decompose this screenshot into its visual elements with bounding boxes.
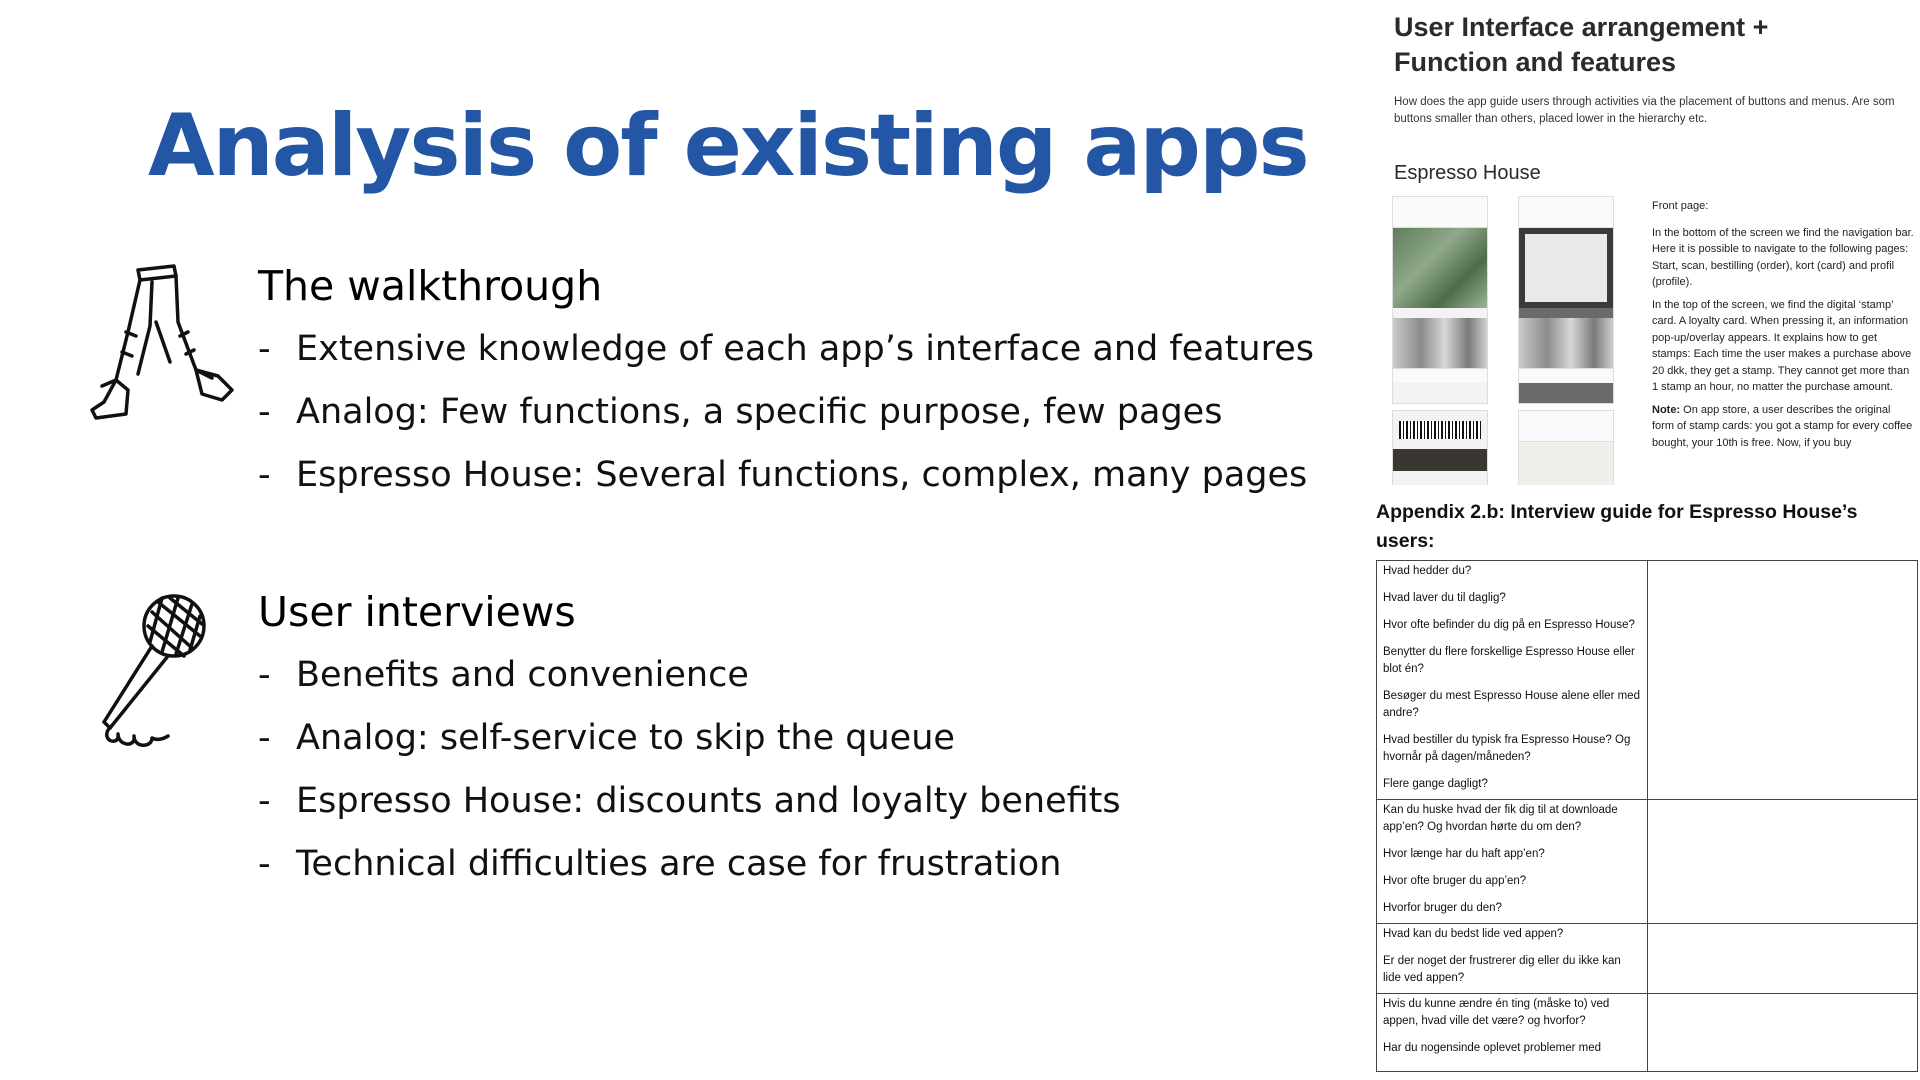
list-item [258,444,1314,507]
walkthrough-heading: The walkthrough [258,262,603,310]
question: Benytter du flere forskellige Espresso House eller blot én? [1383,646,1635,675]
doc-heading-line-1: User Interface arrangement + [1394,12,1769,42]
walking-legs-icon [86,262,236,428]
bullet-text: Extensive knowledge of each app’s interface and features [296,329,1314,369]
bullet-dash: - [258,455,271,495]
bullet-dash: - [258,781,271,821]
note-paragraph [1652,402,1914,452]
doc-heading [1394,10,1920,80]
question-cell [1377,561,1648,800]
question: Hvad hedder du? [1383,565,1472,577]
walkthrough-list [258,318,1314,507]
interview-guide-table [1376,560,1918,1072]
doc-subheading: Espresso House [1394,162,1541,184]
phone-screenshot [1392,196,1488,404]
question-cell [1377,994,1648,1072]
bullet-dash: - [258,844,271,884]
bullet-dash: - [258,718,271,758]
question: Hvor længe har du haft app’en? [1383,848,1545,860]
bullet-text: Technical difficulties are case for frustration [296,844,1062,884]
question: Hvad laver du til daglig? [1383,592,1506,604]
list-item [258,644,1121,707]
note-label: Note: [1652,403,1681,416]
front-page-notes [1652,198,1914,457]
question-cell [1377,924,1648,994]
question: Hvad bestiller du typisk fra Espresso House? Og hvornår på dagen/måneden? [1383,734,1631,763]
question: Er der noget der frustrerer dig eller du ikke kan lide ved appen? [1383,955,1621,984]
list-item [258,833,1121,896]
note-text: On app store, a user describes the original form of stamp cards: you got a stamp for every coffee bought, your 10th is free. Now, if you buy [1652,403,1913,449]
question: Flere gange dagligt? [1383,778,1488,790]
phone-screenshot [1392,410,1488,485]
answer-cell [1648,561,1918,800]
microphone-icon [96,590,216,750]
table-row [1377,994,1918,1072]
front-page-label: Front page: [1652,200,1709,212]
list-item [258,318,1314,381]
question: Hvis du kunne ændre én ting (måske to) ved appen, hvad ville det være? og hvorfor? [1383,998,1610,1027]
table-row [1377,800,1918,924]
phone-screenshot [1518,410,1614,485]
answer-cell [1648,994,1918,1072]
list-item [258,707,1121,770]
bullet-dash: - [258,655,271,695]
phone-screenshot [1518,196,1614,404]
question: Besøger du mest Espresso House alene eller med andre? [1383,690,1640,719]
doc-description: How does the app guide users through activities via the placement of buttons and menus. Are som buttons smaller than others, placed lower in the hierarchy etc. [1394,96,1895,125]
paragraph: In the top of the screen, we find the digital ‘stamp’ card. A loyalty card. When pressing it, an information pop-up/overlay appears. It explains how to get stamps: Each time the user makes a purchase above 20 dkk, they get a stamp. They cannot get more than 1 stamp an hour, no matter the purchase amount. [1652,298,1912,393]
bullet-text: Benefits and convenience [296,655,749,695]
interviews-section [258,588,1121,896]
question-cell [1377,800,1648,924]
bullet-text: Espresso House: discounts and loyalty benefits [296,781,1121,821]
paragraph: In the bottom of the screen we find the navigation bar. Here it is possible to navigate to the following pages: Start, scan, bestilling (order), kort (card) and profil (profile). [1652,226,1914,288]
bullet-dash: - [258,329,271,369]
answer-cell [1648,924,1918,994]
table-row [1377,924,1918,994]
answer-cell [1648,800,1918,924]
question: Har du nogensinde oplevet problemer med [1383,1042,1601,1054]
page-title: Analysis of existing apps [148,96,1308,196]
question: Hvor ofte befinder du dig på en Espresso House? [1383,619,1635,631]
table-row [1377,561,1918,800]
app-screenshots [1392,196,1602,485]
ui-arrangement-document [1380,0,1920,485]
question: Hvorfor bruger du den? [1383,902,1502,914]
list-item [258,381,1314,444]
bullet-text: Analog: self-service to skip the queue [296,718,955,758]
bullet-text: Espresso House: Several functions, complex, many pages [296,455,1308,495]
question: Hvor ofte bruger du app’en? [1383,875,1527,887]
doc-heading-line-2: Function and features [1394,47,1677,77]
interviews-list [258,644,1121,896]
question: Kan du huske hvad der fik dig til at downloade app’en? Og hvordan hørte du om den? [1383,804,1618,833]
bullet-text: Analog: Few functions, a specific purpose, few pages [296,392,1223,432]
bullet-dash: - [258,392,271,432]
appendix-document [1376,490,1920,1080]
list-item [258,770,1121,833]
walkthrough-section [258,262,1314,507]
question: Hvad kan du bedst lide ved appen? [1383,928,1564,940]
appendix-heading: Appendix 2.b: Interview guide for Espresso House’s users: [1376,501,1858,552]
interviews-heading: User interviews [258,588,576,636]
